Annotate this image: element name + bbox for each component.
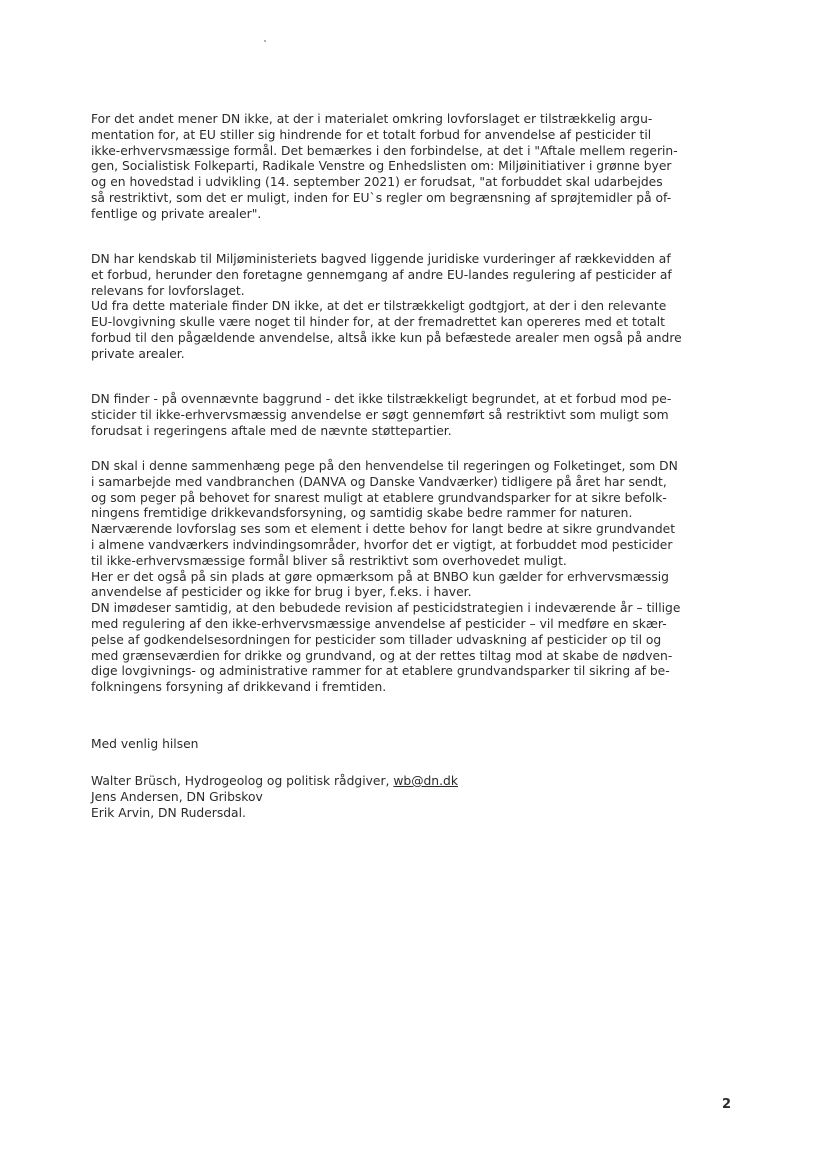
paragraph-legal-assessments	[91, 252, 741, 363]
paragraph-groundwater-parks	[91, 459, 741, 696]
text-line: pelse af godkendelsesordningen for pesticider som tillader udvaskning af pesticider op til og	[91, 632, 662, 647]
text-line: med regulering af den ikke-erhvervsmæssige anvendelse af pesticider – vil medføre en skær-	[91, 616, 667, 631]
text-line: i almene vandværkers indvindingsområder, hvorfor det er vigtigt, at forbuddet mod pesticider	[91, 537, 673, 552]
text-line: gen, Socialistisk Folkeparti, Radikale Venstre og Enhedslisten om: Miljøinitiativer i grønne byer	[91, 159, 672, 174]
paragraph-eu-argumentation	[91, 112, 741, 223]
text-line: DN imødeser samtidig, at den bebudede revision af pesticidstrategien i indeværende år – tillige	[91, 601, 681, 616]
text-line: EU-lovgivning skulle være noget til hinder for, at der fremadrettet kan opereres med et totalt	[91, 315, 665, 330]
signature-erik: Erik Arvin, DN Rudersdal.	[91, 805, 246, 820]
text-line: Her er det også på sin plads at gøre opmærksom på at BNBO kun gælder for erhvervsmæssig	[91, 569, 669, 584]
text-line: i samarbejde med vandbranchen (DANVA og Danske Vandværker) tidligere på året har sendt,	[91, 474, 667, 489]
text-line: DN finder - på ovennævnte baggrund - det ikke tilstrækkeligt begrundet, at et forbud mod pe-	[91, 392, 672, 406]
text-line: fentlige og private arealer".	[91, 206, 262, 221]
text-line: og en hovedstad i udvikling (14. september 2021) er forudsat, "at forbuddet skal udarbejdes	[91, 175, 663, 190]
text-line: et forbud, herunder den foretagne gennemgang af andre EU-landes regulering af pesticider af	[91, 267, 672, 282]
text-line: sticider til ikke-erhvervsmæssig anvendelse er søgt gennemført så restriktivt som muligt som	[91, 407, 669, 422]
text-line: anvendelse af pesticider og ikke for brug i byer, f.eks. i haver.	[91, 585, 472, 600]
text-line: til ikke-erhvervsmæssige formål bliver så restriktivt som overhovedet muligt.	[91, 553, 567, 568]
email-link[interactable]: wb@dn.dk	[393, 774, 458, 788]
text-line: For det andet mener DN ikke, at der i materialet omkring lovforslaget er tilstrækkelig argu-	[91, 112, 653, 126]
page-number: 2	[722, 1097, 732, 1112]
text-line: så restriktivt, som det er muligt, inden for EU`s regler om begrænsning af sprøjtemidler på of-	[91, 190, 672, 205]
text-line: ningens fremtidige drikkevandsforsyning, og samtidig skabe bedre rammer for naturen.	[91, 506, 633, 521]
text-line: med grænseværdien for drikke og grundvand, og at der rettes tiltag mod at skabe de nødven-	[91, 648, 673, 663]
text-line: ikke-erhvervsmæssige formål. Det bemærkes i den forbindelse, at det i "Aftale mellem regerin-	[91, 143, 678, 158]
text-line: relevans for lovforslaget.	[91, 283, 245, 298]
text-line: mentation for, at EU stiller sig hindrende for et totalt forbud for anvendelse af pesticider til	[91, 127, 652, 142]
text-line: forudsat i regeringens aftale med de nævnte støttepartier.	[91, 423, 452, 438]
text-line: forbud til den pågældende anvendelse, altså ikke kun på befæstede arealer men også på andre	[91, 330, 682, 345]
closing-text: Med venlig hilsen	[91, 737, 199, 751]
text-line: og som peger på behovet for snarest muligt at etablere grundvandsparker for at sikre befolk-	[91, 490, 667, 505]
paragraph-insufficient-justification	[91, 392, 741, 439]
text-line: Ud fra dette materiale finder DN ikke, at det er tilstrækkeligt godtgjort, at der i den relevante	[91, 299, 667, 314]
text-line: Nærværende lovforslag ses som et element i dette behov for langt bedre at sikre grundvandet	[91, 522, 676, 537]
closing-greeting	[91, 737, 741, 753]
signature-block	[91, 774, 741, 821]
text-line: DN skal i denne sammenhæng pege på den henvendelse til regeringen og Folketinget, som DN	[91, 459, 678, 473]
text-line: folkningens forsyning af drikkevand i fremtiden.	[91, 680, 387, 695]
signature-jens: Jens Andersen, DN Gribskov	[91, 789, 263, 804]
text-line: private arealer.	[91, 346, 185, 361]
signature-walter	[91, 774, 741, 790]
scan-speck	[264, 40, 266, 42]
text-line: dige lovgivnings- og administrative rammer for at etablere grundvandsparker til sikring af be-	[91, 664, 670, 679]
text-line: DN har kendskab til Miljøministeriets bagved liggende juridiske vurderinger af rækkevidden af	[91, 252, 671, 266]
signature-walter-text: Walter Brüsch, Hydrogeolog og politisk rådgiver,	[91, 774, 394, 788]
